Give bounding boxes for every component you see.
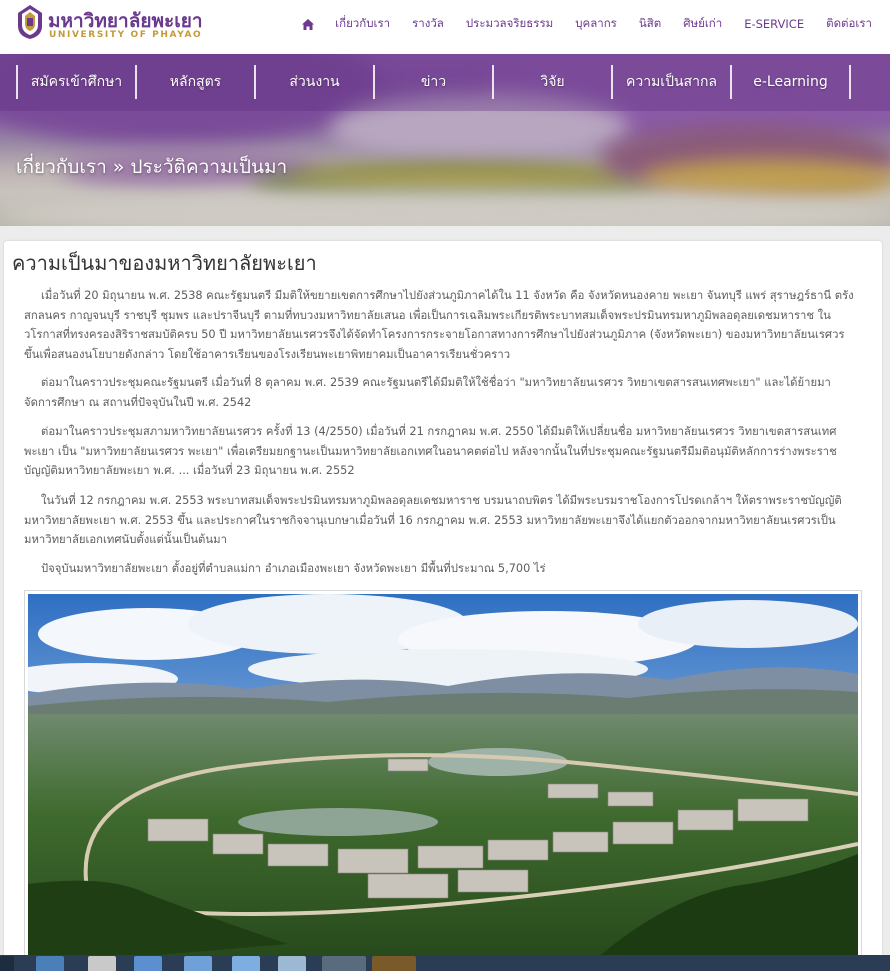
taskbar-chat-icon[interactable] [372, 956, 416, 971]
menu-research[interactable]: วิจัย [492, 65, 611, 99]
brand-name-thai: มหาวิทยาลัยพะเยา [48, 10, 203, 32]
article-paragraph-4: ในวันที่ 12 กรกฎาคม พ.ศ. 2553 พระบาทสมเด็จพระปรมินทรมหาภูมิพลอดุลยเดชมหาราช บรมนาถบพิตร ได้มีพระบรมราชโองการโปรดเกล้าฯ ให้ตราพระราชบัญญัติมหาวิทยาลัยพะเยา พ.ศ. 2553 ขึ้น และประกาศในราชกิจจานุเบกษาเมื่อวันที่ 16 กรกฎาคม พ.ศ. 2553 มหาวิทยาลัยพะเยาจึงได้แยกตัวออกจากมหาวิทยาลัยนเรศวรเป็นมหาวิทยาลัยเอกเทศนับตั้งแต่นั้นเป็นต้นมา [24, 494, 842, 546]
menu-curriculum[interactable]: หลักสูตร [135, 65, 254, 99]
home-link[interactable] [302, 19, 324, 30]
taskbar-browser-icon[interactable] [322, 956, 366, 971]
menu-e-learning[interactable]: e-Learning [730, 65, 851, 99]
main-navigation [0, 54, 890, 111]
menu-internationalization[interactable]: ความเป็นสากล [611, 65, 730, 99]
topnav-students[interactable]: นิสิต [638, 16, 662, 30]
breadcrumb [16, 152, 287, 182]
os-taskbar [0, 955, 890, 971]
start-button[interactable] [0, 956, 14, 971]
article-paragraph-5: ปัจจุบันมหาวิทยาลัยพะเยา ตั้งอยู่ที่ตำบลแม่กา อำเภอเมืองพะเยา จังหวัดพะเยา มีพื้นที่ประมาณ 5,700 ไร่ [41, 562, 546, 575]
university-logo[interactable] [16, 4, 203, 42]
article-paragraph-1: เมื่อวันที่ 20 มิถุนายน พ.ศ. 2538 คณะรัฐมนตรี มีมติให้ขยายเขตการศึกษาไปยังส่วนภูมิภาคได้ใน 11 จังหวัด คือ จังหวัดหนองคาย พะเยา จันทบุรี แพร่ สุราษฎร์ธานี ตรัง สกลนคร กาญจนบุรี ราชบุรี ชุมพร และปราจีนบุรี ตามที่ทบวงมหาวิทยาลัยเสนอ เพื่อเป็นการเฉลิมพระเกียรติพระบาทสมเด็จพระปรมินทรมหาภูมิพลอดุลยเดชมหาราช ในวโรกาสที่ทรงครองสิริราชสมบัติครบ 50 ปี มหาวิทยาลัยนเรศวรจึงได้จัดทำโครงการกระจายโอกาสทางการศึกษาไปยังส่วนภูมิภาค (จังหวัดพะเยา) ของมหาวิทยาลัยนเรศวร ขึ้นเพื่อสนองนโยบายดังกล่าว โดยใช้อาคารเรียนของโรงเรียนพะเยาพิทยาคมเป็นอาคารเรียนชั่วคราว [24, 289, 854, 361]
taskbar-app-icon-1[interactable] [36, 956, 64, 971]
article-paragraph-2: ต่อมาในคราวประชุมคณะรัฐมนตรี เมื่อวันที่ 8 ตุลาคม พ.ศ. 2539 คณะรัฐมนตรีได้มีมติให้ใช้ชื่อว่า "มหาวิทยาลัยนเรศวร วิทยาเขตสารสนเทศพะเยา" และได้ย้ายมาจัดการศึกษา ณ สถานที่ปัจจุบันในปี พ.ศ. 2542 [24, 376, 831, 409]
taskbar-app-icon-4[interactable] [184, 956, 212, 971]
article-paragraph-3: ต่อมาในคราวประชุมสภามหาวิทยาลัยนเรศวร ครั้งที่ 13 (4/2550) เมื่อวันที่ 21 กรกฎาคม พ.ศ. 2550 ได้มีมติให้เปลี่ยนชื่อ มหาวิทยาลัยนเรศวร วิทยาเขตสารสนเทศพะเยา เป็น "มหาวิทยาลัยนเรศวร พะเยา" เพื่อเตรียมยกฐานะเป็นมหาวิทยาลัยเอกเทศในอนาคตต่อไป หลังจากนั้นในที่ประชุมคณะรัฐมนตรีมีมติอนุมัติหลักการร่างพระราชบัญญัติมหาวิทยาลัยพะเยา พ.ศ. ... เมื่อวันที่ 23 มิถุนายน พ.ศ. 2552 [24, 425, 837, 477]
home-icon [302, 19, 314, 30]
top-header [0, 0, 890, 54]
breadcrumb-separator: » [112, 156, 125, 178]
content-card [4, 241, 882, 971]
topnav-about[interactable]: เกี่ยวกับเรา [335, 16, 391, 30]
taskbar-app-icon-3[interactable] [134, 956, 162, 971]
topnav-awards[interactable]: รางวัล [412, 16, 444, 30]
university-seal-icon [16, 4, 44, 40]
top-navigation [302, 15, 872, 33]
taskbar-app-icon-2[interactable] [88, 956, 116, 971]
taskbar-app-icon-6[interactable] [278, 956, 306, 971]
breadcrumb-current: ประวัติความเป็นมา [130, 156, 288, 178]
menu-news[interactable]: ข่าว [373, 65, 492, 99]
page-title: ความเป็นมาของมหาวิทยาลัยพะเยา [12, 251, 317, 275]
topnav-e-service[interactable]: E-SERVICE [744, 17, 805, 31]
menu-departments[interactable]: ส่วนงาน [254, 65, 373, 99]
breadcrumb-parent[interactable]: เกี่ยวกับเรา [16, 156, 107, 178]
topnav-personnel[interactable]: บุคลากร [575, 16, 617, 30]
campus-aerial-image [28, 594, 858, 966]
menu-admissions[interactable]: สมัครเข้าศึกษา [16, 65, 135, 99]
topnav-ethics-code[interactable]: ประมวลจริยธรรม [465, 16, 554, 30]
topnav-contact[interactable]: ติดต่อเรา [826, 16, 872, 30]
taskbar-app-icon-5[interactable] [232, 956, 260, 971]
campus-aerial-photo [24, 590, 862, 971]
topnav-alumni[interactable]: ศิษย์เก่า [683, 16, 723, 30]
brand-name-english: UNIVERSITY OF PHAYAO [49, 30, 203, 40]
